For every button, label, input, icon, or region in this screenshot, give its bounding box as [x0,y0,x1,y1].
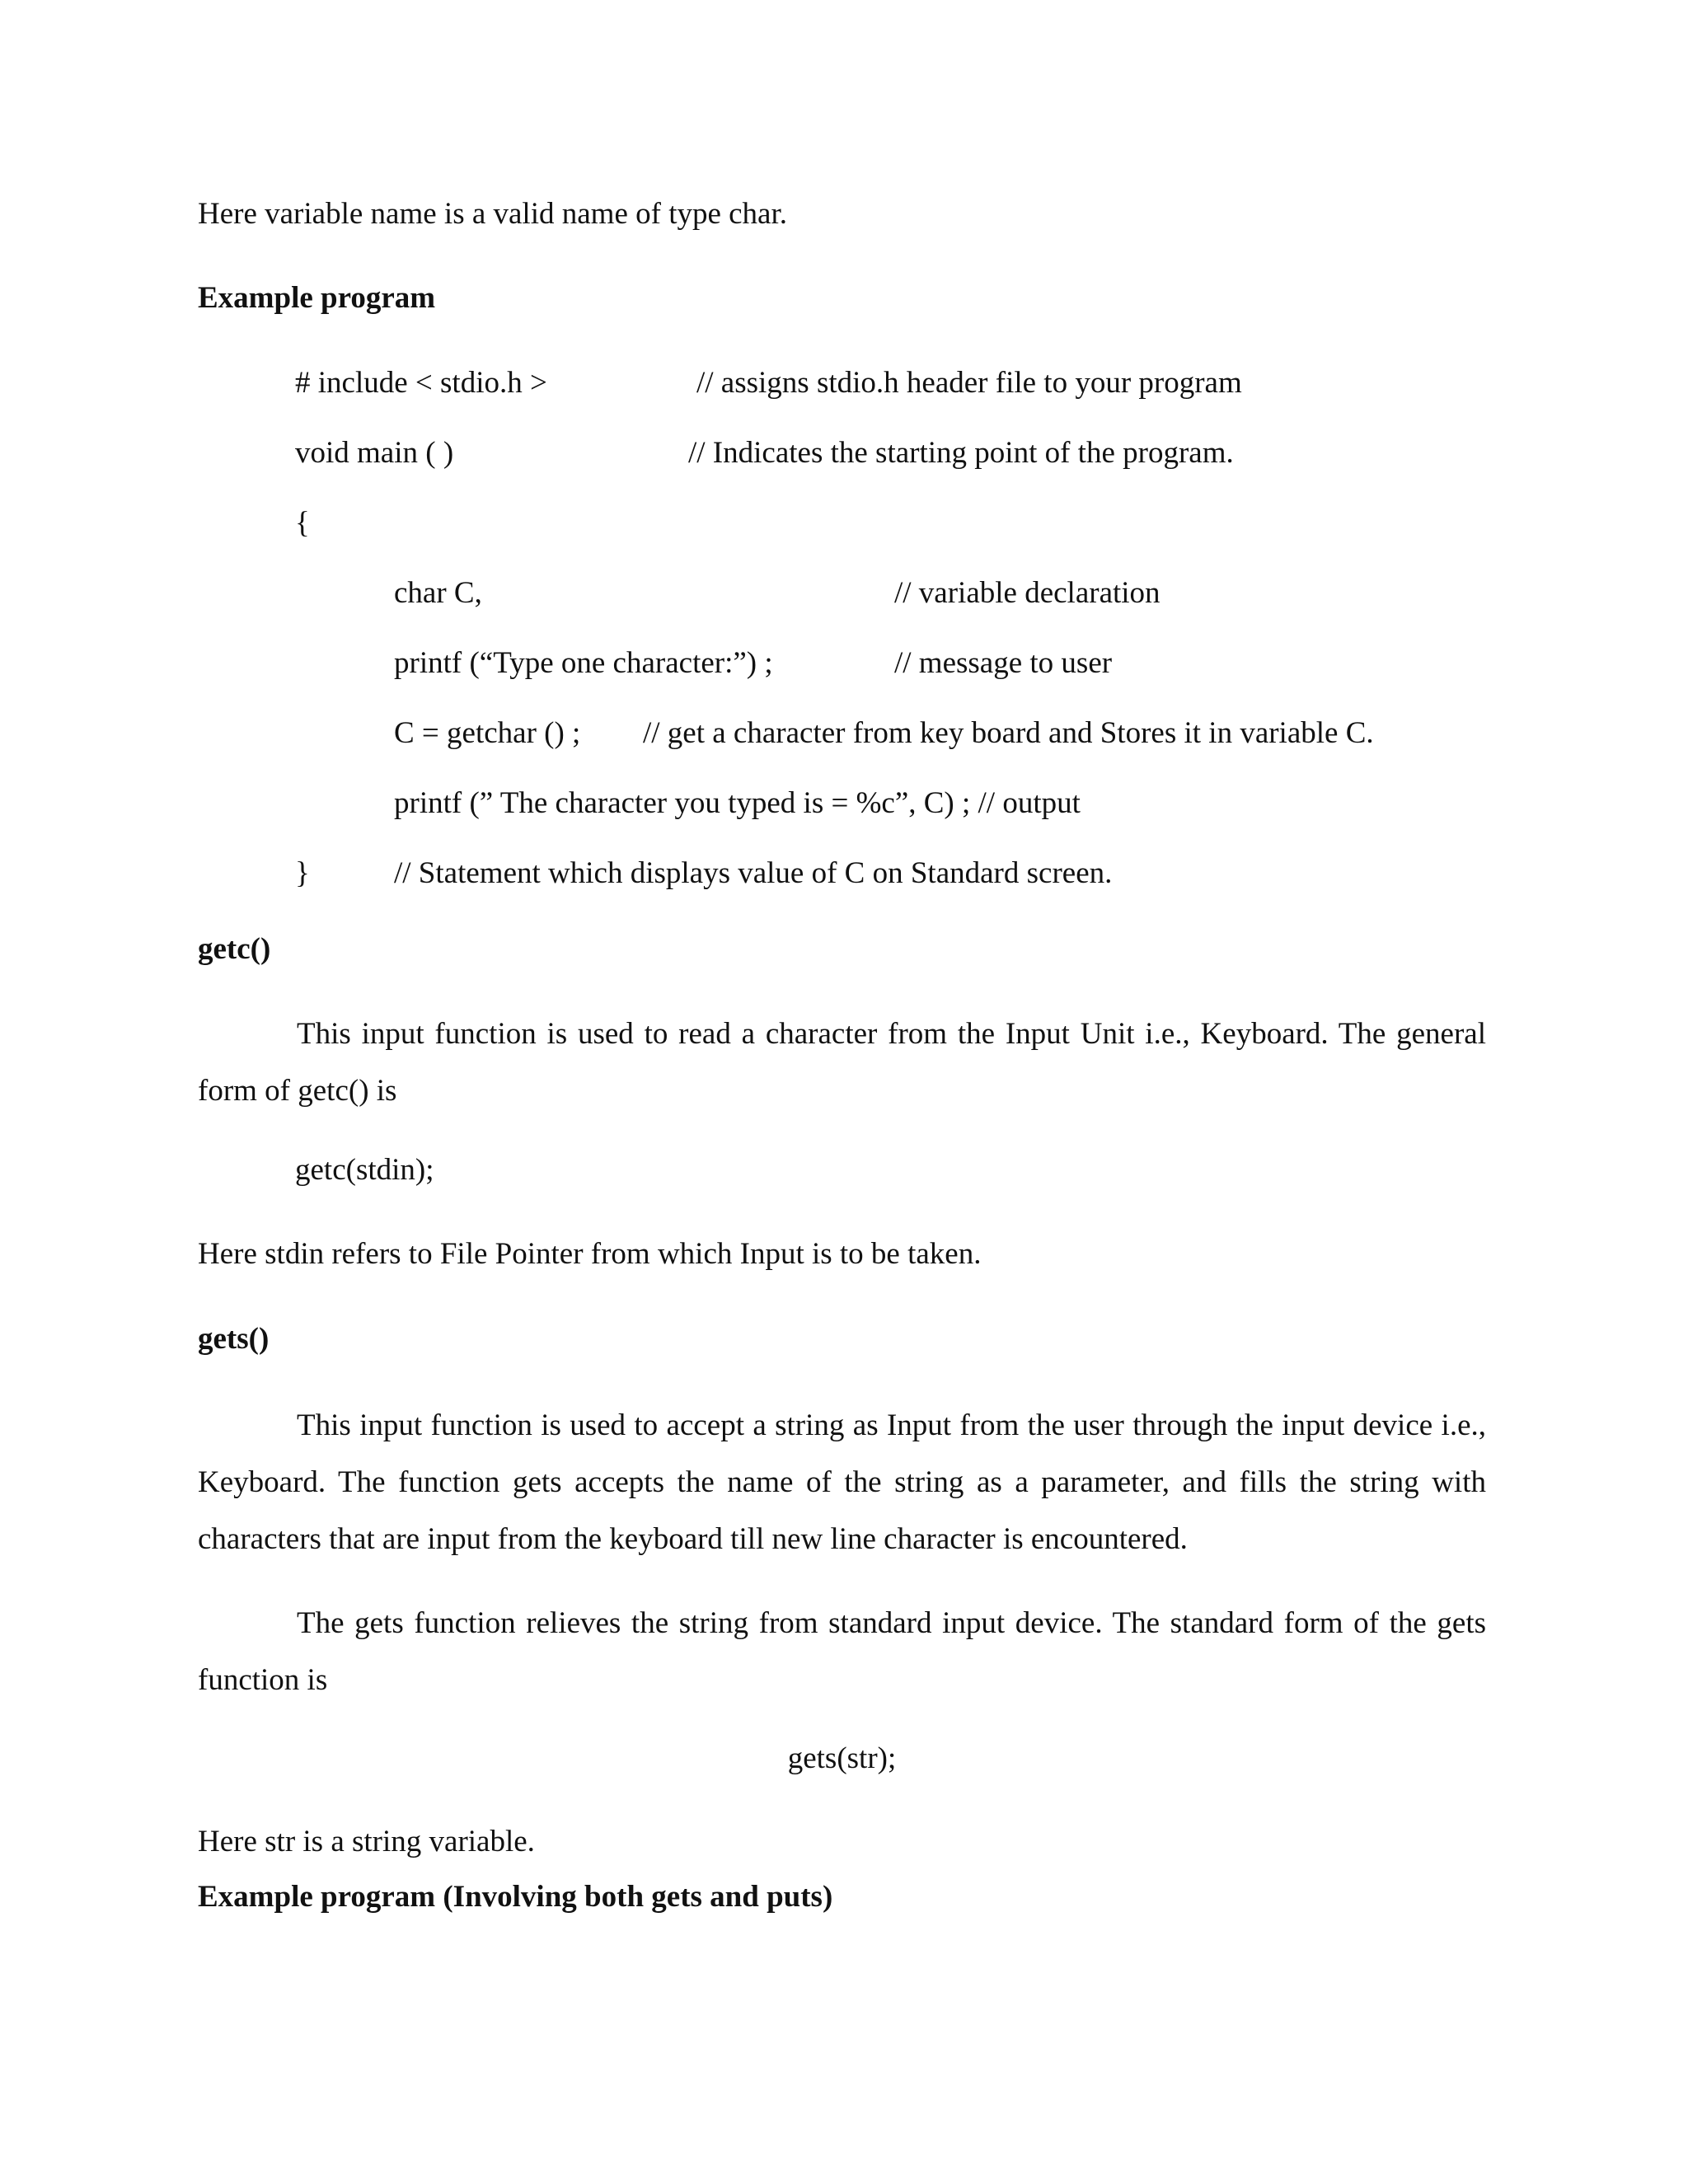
code-comment: // message to user [894,646,1113,680]
example-program-2-heading: Example program (Involving both gets and puts) [198,1880,833,1914]
code-comment: // get a character from key board and Stores it in variable C. [643,716,1374,750]
code-line: printf (” The character you typed is = %c”, C) ; // output [394,786,1081,820]
gets-syntax: gets(str); [787,1741,897,1775]
code-line: void main ( ) [295,436,454,470]
code-line: } [295,856,310,890]
code-line: C = getchar () ; [394,716,581,750]
gets-note: Here str is a string variable. [198,1825,535,1858]
example-program-heading: Example program [198,281,436,315]
code-comment: // Statement which displays value of C on Standard screen. [394,856,1113,890]
intro-text: Here variable name is a valid name of type char. [198,197,788,231]
code-line: # include < stdio.h > [295,366,547,400]
getc-syntax: getc(stdin); [295,1153,434,1187]
code-comment: // assigns stdio.h header file to your program [696,366,1242,400]
gets-paragraph-1: This input function is used to accept a string as Input from the user through the input device i.e., Keyboard. The function gets accepts the name of the string as a parameter, and fills the string with characters that are input from the keyboard till new line character is encountered. [198,1408,1486,1556]
getc-note: Here stdin refers to File Pointer from which Input is to be taken. [198,1237,982,1271]
code-line: { [295,506,310,540]
code-comment: // Indicates the starting point of the program. [688,436,1234,470]
getc-paragraph: This input function is used to read a character from the Input Unit i.e., Keyboard. The general form of getc() is [198,1017,1486,1108]
getc-heading: getc() [198,932,271,966]
code-line: printf (“Type one character:”) ; [394,646,773,680]
code-comment: // variable declaration [894,576,1160,610]
gets-paragraph-2: The gets function relieves the string from standard input device. The standard form of the gets function is [198,1606,1486,1697]
gets-heading: gets() [198,1322,270,1356]
code-line: char C, [394,576,482,610]
